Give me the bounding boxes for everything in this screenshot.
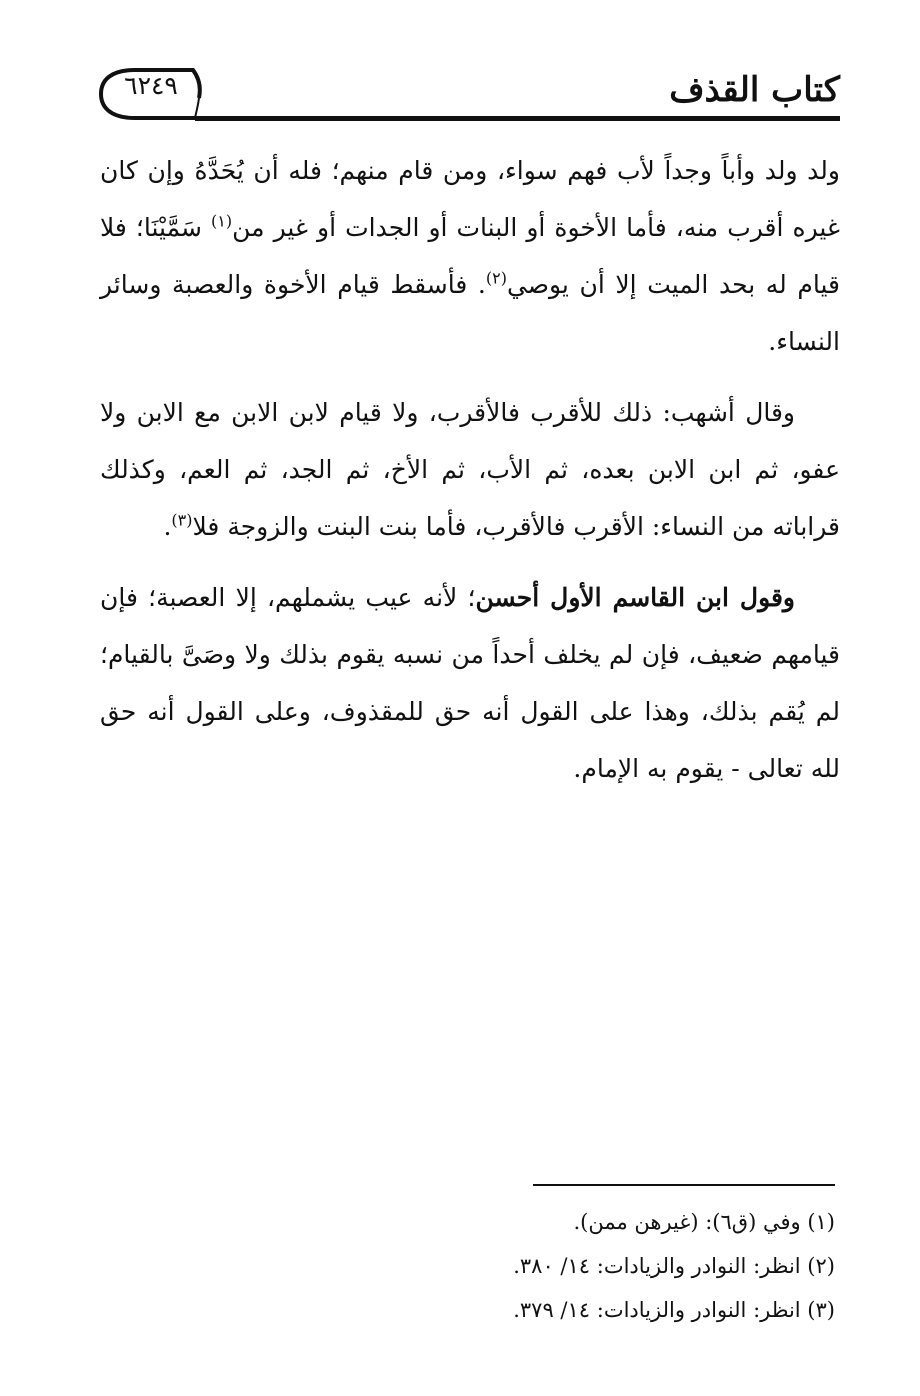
paragraph-2 <box>100 384 840 555</box>
paragraph-3-lead: وقول ابن القاسم الأول أحسن <box>475 583 796 612</box>
footnote-ref-2: (٢) <box>485 268 507 288</box>
page-number-frame <box>95 58 207 128</box>
footnotes <box>100 1200 835 1332</box>
footnote-ref-3: (٣) <box>171 510 193 530</box>
paragraph-3 <box>100 569 840 797</box>
page-number: ٦٢٤٩ <box>124 71 178 100</box>
main-text <box>100 142 840 811</box>
paragraph-1-part1: ولد ولد وأباً وجداً لأب فهم سواء، ومن قام منهم؛ فله أن يُحَدَّهُ وإن كان غيره أقرب منه، فأما الأخوة أو البنات أو الجدات أو غير من <box>100 156 840 242</box>
footnote-2: (٢) انظر: النوادر والزيادات: ١٤/ ٣٨٠. <box>513 1254 835 1278</box>
footnote-1: (١) وفي (ق٦): (غيرهن ممن). <box>573 1210 835 1234</box>
page-header <box>95 58 840 128</box>
paragraph-2-text: وقال أشهب: ذلك للأقرب فالأقرب، ولا قيام لابن الابن مع الابن ولا عفو، ثم ابن الابن بعده، ثم الأب، ثم الأخ، ثم الجد، ثم العم، وكذلك قراباته من النساء: الأقرب فالأقرب، فأما بنت البنت والزوجة فلا <box>100 398 840 541</box>
chapter-title: كتاب القذف <box>669 70 840 110</box>
footnote-separator <box>533 1184 835 1186</box>
footnote-ref-1: (١) <box>211 211 233 231</box>
paragraph-1 <box>100 142 840 370</box>
paragraph-1-part2: سَمَّيْنَا؛ فلا قيام له بحد الميت إلا أن يوصي <box>100 213 840 299</box>
footnote-3: (٣) انظر: النوادر والزيادات: ١٤/ ٣٧٩. <box>513 1298 835 1322</box>
paragraph-1-part3: . فأسقط قيام الأخوة والعصبة وسائر النساء. <box>100 270 840 356</box>
paragraph-2-end: . <box>163 512 172 541</box>
paragraph-3-text: ؛ لأنه عيب يشملهم، إلا العصبة؛ فإن قيامهم ضعيف، فإن لم يخلف أحداً من نسبه يقوم بذلك ولا وصَىَّ بالقيام؛ لم يُقم بذلك، وهذا على القول أنه حق للمقذوف، وعلى القول أنه حق لله تعالى - يقوم به الإمام. <box>100 583 840 783</box>
header-rule <box>195 116 840 121</box>
